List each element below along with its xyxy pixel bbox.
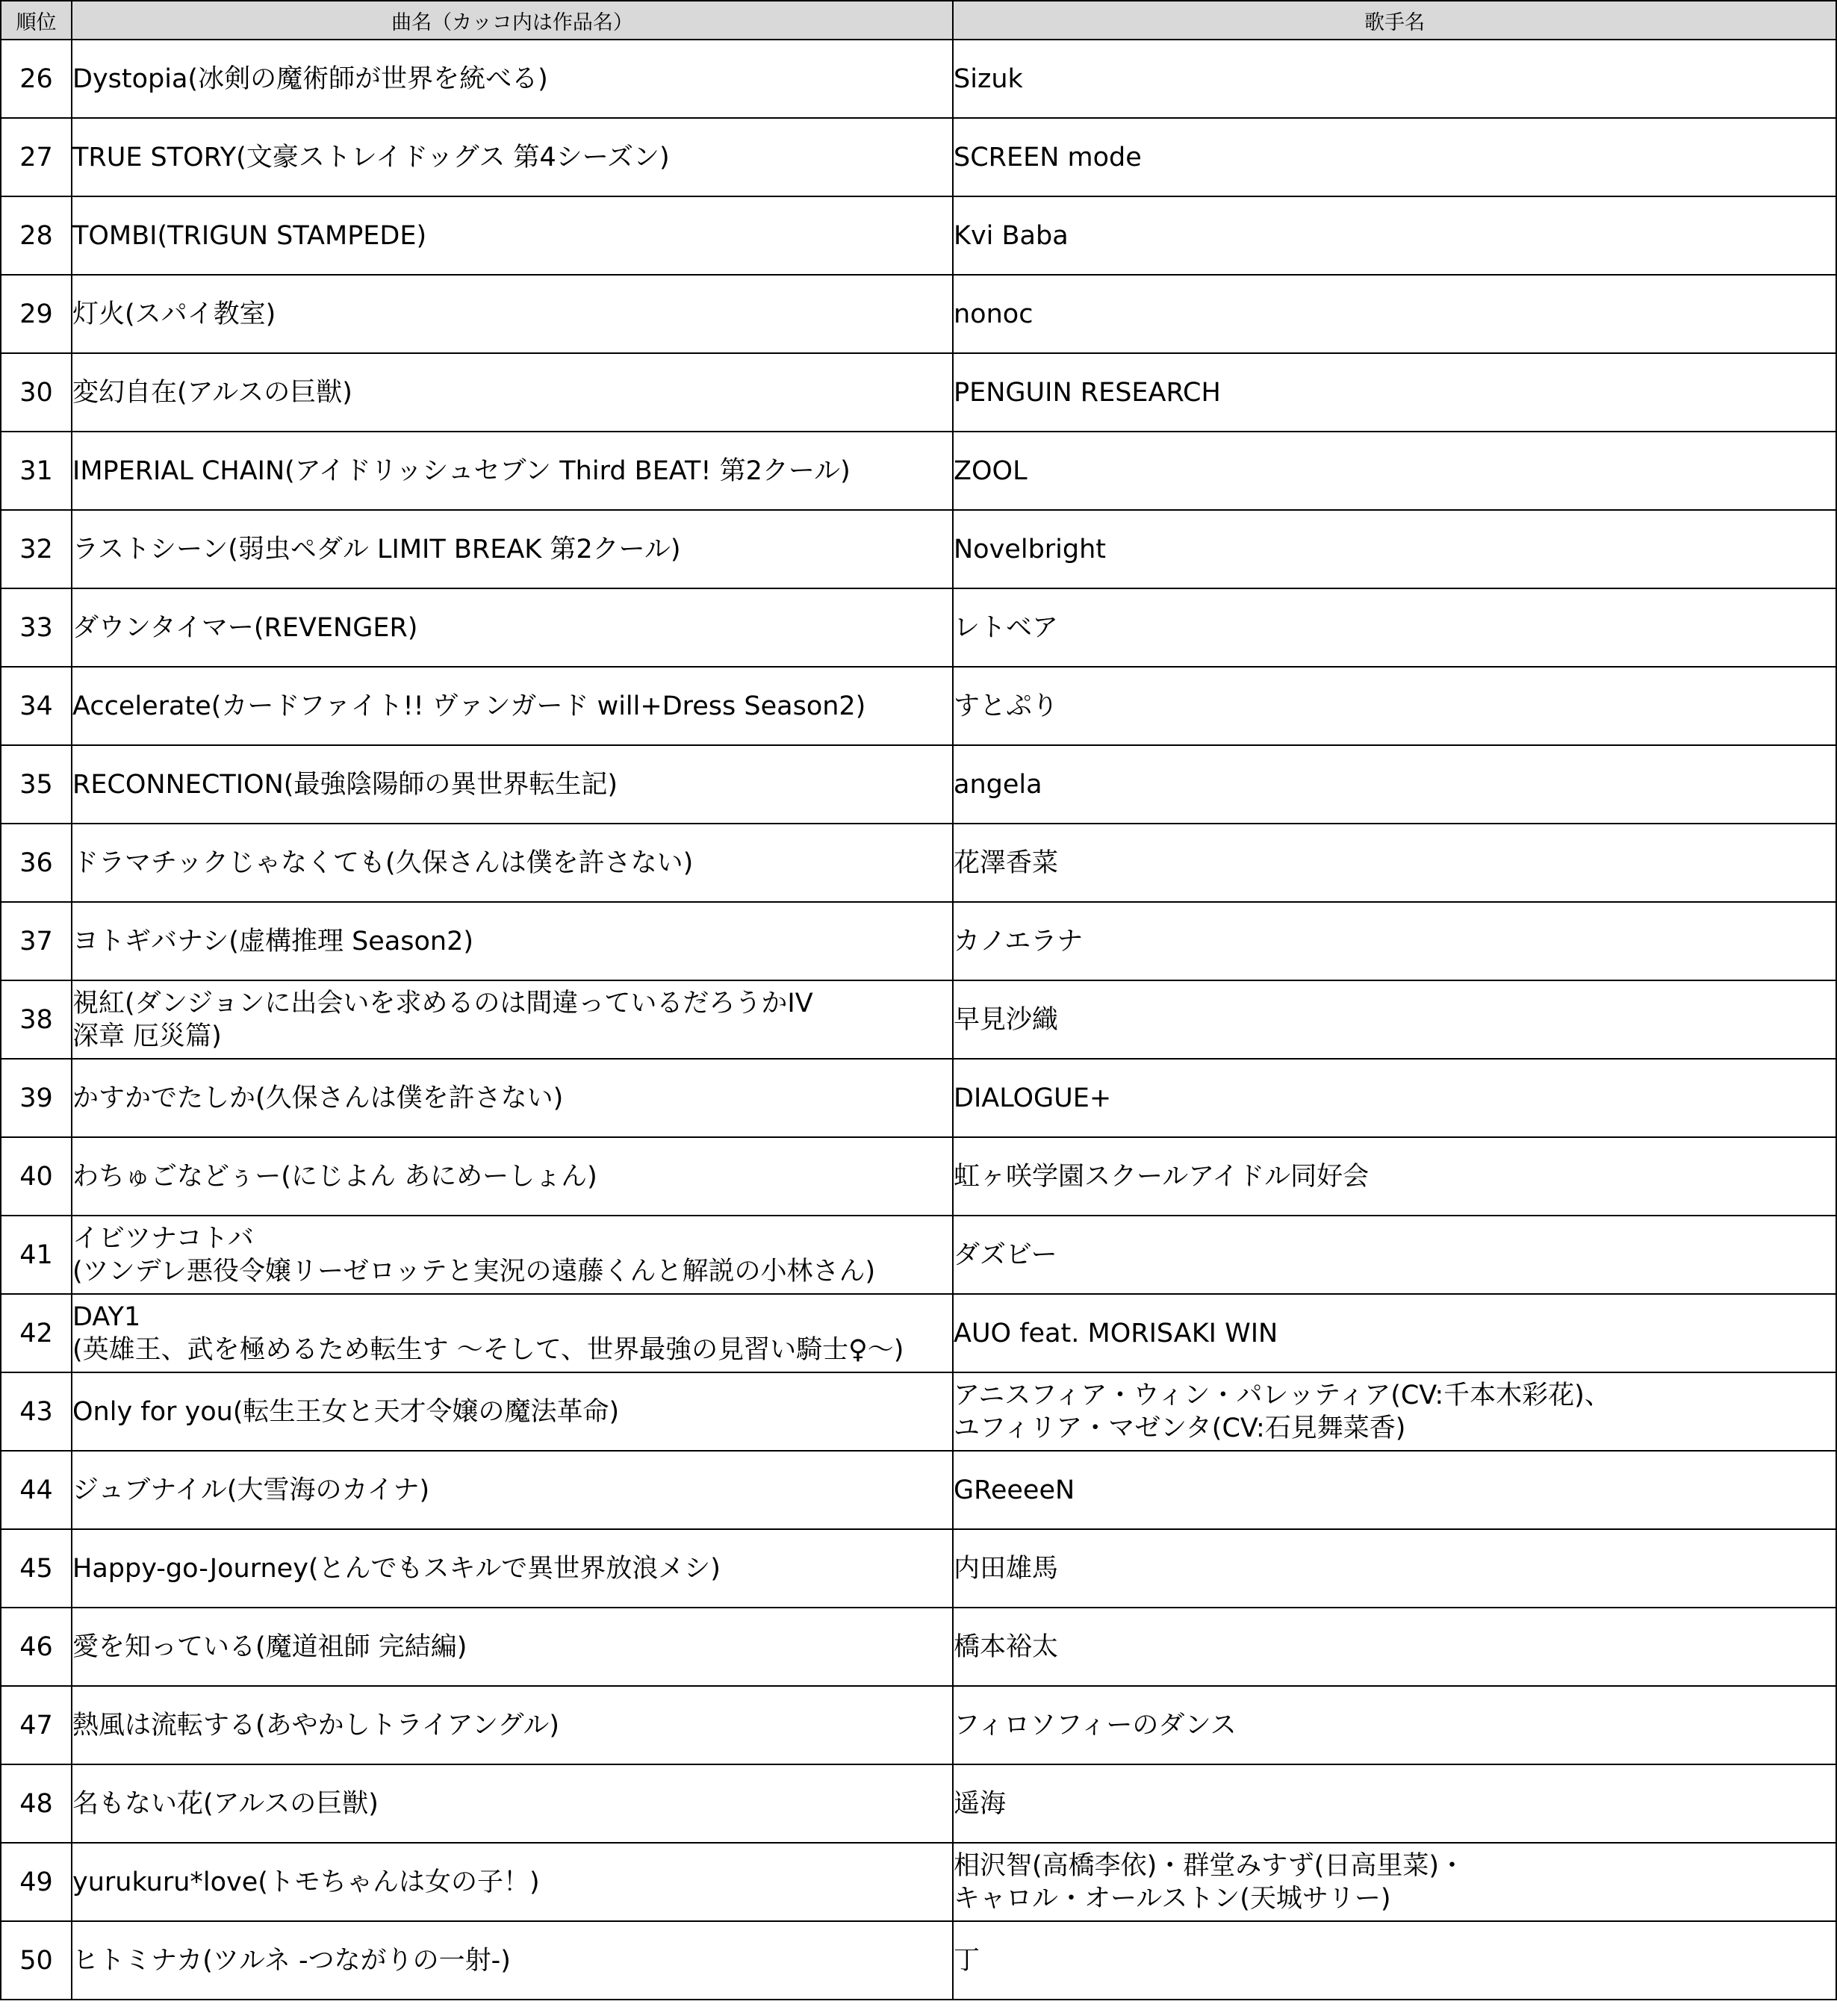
song-cell: ドラマチックじゃなくても(久保さんは僕を許さない) — [72, 824, 953, 902]
header-rank: 順位 — [1, 1, 72, 40]
song-cell: Accelerate(カードファイト!! ヴァンガード will+Dress Season2) — [72, 667, 953, 745]
song-cell: Dystopia(冰剣の魔術師が世界を統べる) — [72, 40, 953, 118]
artist-cell: Kvi Baba — [953, 196, 1836, 275]
rank-cell: 39 — [1, 1059, 72, 1137]
artist-cell: ダズビー — [953, 1216, 1836, 1294]
table-row — [1, 1764, 1836, 1843]
artist-cell: PENGUIN RESEARCH — [953, 353, 1836, 432]
rank-cell: 27 — [1, 118, 72, 196]
table-row — [1, 353, 1836, 432]
table-row — [1, 667, 1836, 745]
artist-cell: SCREEN mode — [953, 118, 1836, 196]
song-cell: 灯火(スパイ教室) — [72, 275, 953, 353]
table-row — [1, 1529, 1836, 1608]
rank-cell: 45 — [1, 1529, 72, 1608]
rank-cell: 26 — [1, 40, 72, 118]
table-row — [1, 118, 1836, 196]
table-row — [1, 40, 1836, 118]
table-row — [1, 1372, 1836, 1451]
artist-cell: AUO feat. MORISAKI WIN — [953, 1294, 1836, 1372]
artist-cell: カノエラナ — [953, 902, 1836, 980]
header-artist: 歌手名 — [953, 1, 1836, 40]
song-cell: ヨトギバナシ(虚構推理 Season2) — [72, 902, 953, 980]
song-cell: イビツナコトバ (ツンデレ悪役令嬢リーゼロッテと実況の遠藤くんと解説の小林さん) — [72, 1216, 953, 1294]
song-cell: ジュブナイル(大雪海のカイナ) — [72, 1451, 953, 1529]
artist-cell: 内田雄馬 — [953, 1529, 1836, 1608]
song-cell: 熱風は流転する(あやかしトライアングル) — [72, 1686, 953, 1764]
table-row — [1, 275, 1836, 353]
artist-cell: Sizuk — [953, 40, 1836, 118]
artist-cell: DIALOGUE+ — [953, 1059, 1836, 1137]
artist-cell: フィロソフィーのダンス — [953, 1686, 1836, 1764]
song-cell: Happy-go-Journey(とんでもスキルで異世界放浪メシ) — [72, 1529, 953, 1608]
song-cell: RECONNECTION(最強陰陽師の異世界転生記) — [72, 745, 953, 824]
artist-cell: 橋本裕太 — [953, 1608, 1836, 1686]
song-cell: IMPERIAL CHAIN(アイドリッシュセブン Third BEAT! 第2クール) — [72, 432, 953, 510]
song-cell: ラストシーン(弱虫ペダル LIMIT BREAK 第2クール) — [72, 510, 953, 588]
song-cell: TOMBI(TRIGUN STAMPEDE) — [72, 196, 953, 275]
song-cell: 愛を知っている(魔道祖師 完結編) — [72, 1608, 953, 1686]
header-song: 曲名（カッコ内は作品名） — [72, 1, 953, 40]
table-row — [1, 745, 1836, 824]
song-cell: yurukuru*love(トモちゃんは女の子！) — [72, 1843, 953, 1921]
rank-cell: 44 — [1, 1451, 72, 1529]
rank-cell: 34 — [1, 667, 72, 745]
artist-cell: 遥海 — [953, 1764, 1836, 1843]
rank-cell: 50 — [1, 1921, 72, 2000]
song-cell: DAY1 (英雄王、武を極めるため転生す ～そして、世界最強の見習い騎士♀～) — [72, 1294, 953, 1372]
table-row — [1, 1686, 1836, 1764]
song-cell: ヒトミナカ(ツルネ -つながりの一射-) — [72, 1921, 953, 2000]
table-row — [1, 588, 1836, 667]
artist-cell: レトベア — [953, 588, 1836, 667]
rank-cell: 42 — [1, 1294, 72, 1372]
rank-cell: 28 — [1, 196, 72, 275]
artist-cell: ZOOL — [953, 432, 1836, 510]
table-row — [1, 196, 1836, 275]
table-row — [1, 1059, 1836, 1137]
song-cell: ダウンタイマー(REVENGER) — [72, 588, 953, 667]
song-cell: TRUE STORY(文豪ストレイドッグス 第4シーズン) — [72, 118, 953, 196]
artist-cell: Novelbright — [953, 510, 1836, 588]
table-row — [1, 980, 1836, 1059]
rank-cell: 40 — [1, 1137, 72, 1216]
song-cell: かすかでたしか(久保さんは僕を許さない) — [72, 1059, 953, 1137]
artist-cell: 相沢智(高橋李依)・群堂みすず(日高里菜)・ キャロル・オールストン(天城サリー) — [953, 1843, 1836, 1921]
artist-cell: GReeeeN — [953, 1451, 1836, 1529]
rank-cell: 29 — [1, 275, 72, 353]
rank-cell: 41 — [1, 1216, 72, 1294]
song-cell: わちゅごなどぅー(にじよん あにめーしょん) — [72, 1137, 953, 1216]
table-row — [1, 824, 1836, 902]
song-cell: 名もない花(アルスの巨獣) — [72, 1764, 953, 1843]
table-row — [1, 1451, 1836, 1529]
rank-cell: 32 — [1, 510, 72, 588]
rank-cell: 43 — [1, 1372, 72, 1451]
rank-cell: 47 — [1, 1686, 72, 1764]
rank-cell: 33 — [1, 588, 72, 667]
artist-cell: 花澤香菜 — [953, 824, 1836, 902]
rank-cell: 49 — [1, 1843, 72, 1921]
rank-cell: 37 — [1, 902, 72, 980]
rank-cell: 36 — [1, 824, 72, 902]
table-row — [1, 1843, 1836, 1921]
table-row — [1, 1921, 1836, 2000]
rank-cell: 48 — [1, 1764, 72, 1843]
table-row — [1, 902, 1836, 980]
artist-cell: 早見沙織 — [953, 980, 1836, 1059]
rank-cell: 46 — [1, 1608, 72, 1686]
artist-cell: すとぷり — [953, 667, 1836, 745]
artist-cell: アニスフィア・ウィン・パレッティア(CV:千本木彩花)、 ユフィリア・マゼンタ(CV:石見舞菜香) — [953, 1372, 1836, 1451]
rank-cell: 30 — [1, 353, 72, 432]
ranking-rows — [1, 40, 1836, 2000]
artist-cell: 丁 — [953, 1921, 1836, 2000]
rank-cell: 35 — [1, 745, 72, 824]
table-row — [1, 1608, 1836, 1686]
rank-cell: 38 — [1, 980, 72, 1059]
song-cell: 視紅(ダンジョンに出会いを求めるのは間違っているだろうかIV 深章 厄災篇) — [72, 980, 953, 1059]
song-cell: Only for you(転生王女と天才令嬢の魔法革命) — [72, 1372, 953, 1451]
artist-cell: nonoc — [953, 275, 1836, 353]
table-row — [1, 510, 1836, 588]
song-cell: 変幻自在(アルスの巨獣) — [72, 353, 953, 432]
table-row — [1, 1216, 1836, 1294]
table-row — [1, 432, 1836, 510]
table-row — [1, 1137, 1836, 1216]
artist-cell: angela — [953, 745, 1836, 824]
artist-cell: 虹ヶ咲学園スクールアイドル同好会 — [953, 1137, 1836, 1216]
header-row — [1, 1, 1836, 40]
table-row — [1, 1294, 1836, 1372]
rank-cell: 31 — [1, 432, 72, 510]
